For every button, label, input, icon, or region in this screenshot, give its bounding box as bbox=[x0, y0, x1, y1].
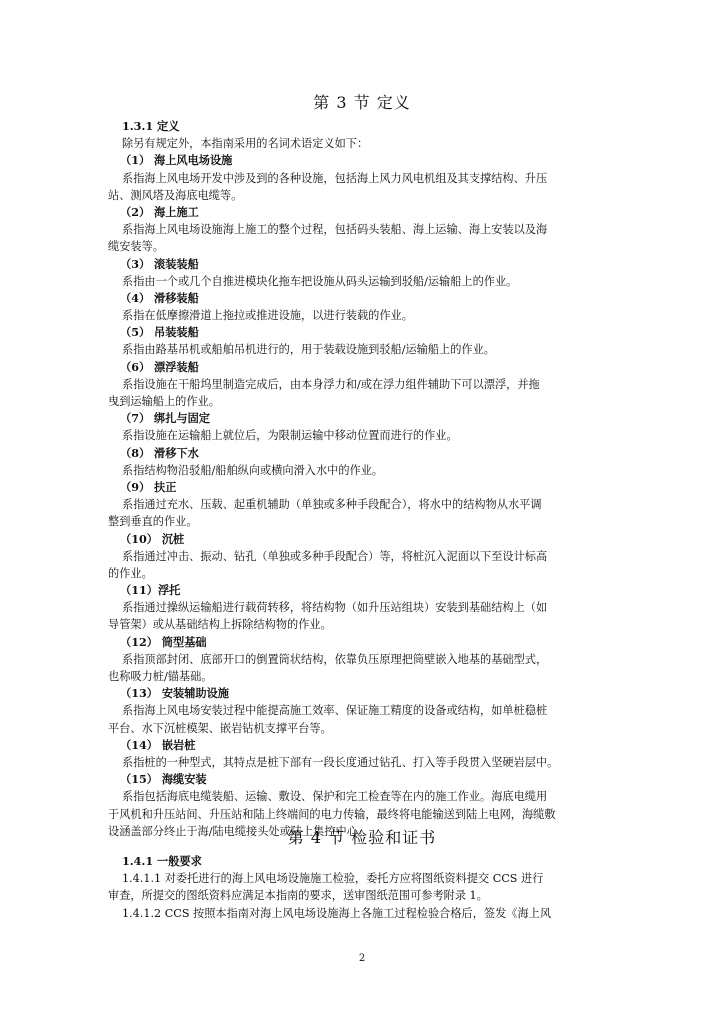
term-heading: （1） 海上风电场设施 bbox=[120, 153, 233, 168]
term-definition-line: 系指海上风电场设施海上施工的整个过程，包括码头装船、海上运输、海上安装以及海 bbox=[122, 223, 548, 237]
term-heading: （2） 海上施工 bbox=[120, 204, 199, 219]
term-definition-line: 也称吸力桩/锚基础。 bbox=[108, 670, 213, 683]
clause-text-line: 审查，所提交的图纸资料应满足本指南的要求，送审图纸范围可参考附录 1。 bbox=[108, 889, 488, 903]
term-definition-line: 平台、水下沉桩模架、嵌岩钻机支撑平台等。 bbox=[108, 721, 332, 735]
term-definition-line: 设涵盖部分终止于海/陆电缆接头处或陆上集控中心。 bbox=[108, 824, 370, 838]
term-heading: （4） 滑移装船 bbox=[120, 290, 199, 305]
term-heading: （6） 漂浮装船 bbox=[120, 359, 199, 374]
clause-1-4-1-heading: 1.4.1 一般要求 bbox=[122, 854, 202, 868]
section-3-content bbox=[108, 118, 616, 840]
term-definition-line: 系指顶部封闭、底部开口的倒置筒状结构，依靠负压原理把筒壁嵌入地基的基础型式， bbox=[122, 652, 548, 666]
term-heading: （5） 吊装装船 bbox=[120, 325, 199, 340]
term-heading: （11）浮托 bbox=[120, 583, 181, 598]
intro-paragraph: 除另有规定外，本指南采用的名词术语定义如下： bbox=[122, 137, 369, 151]
section-4-title: 第 4 节 检验和证书 bbox=[287, 828, 437, 847]
term-definition-line: 系指由一个或几个自推进模块化拖车把设施从码头运输到驳船/运输船上的作业。 bbox=[122, 274, 518, 288]
term-definition-line: 系指桩的一种型式，其特点是桩下部有一段长度通过钻孔、打入等手段贯入坚硬岩层中。 bbox=[122, 755, 559, 769]
term-heading: （15） 海缆安装 bbox=[120, 772, 207, 787]
term-definition-line: 系指海上风电场开发中涉及到的各种设施，包括海上风力风电机组及其支撑结构、升压 bbox=[122, 171, 548, 185]
term-definition-line: 系指通过冲击、振动、钻孔（单独或多种手段配合）等，将桩沉入泥面以下至设计标高 bbox=[122, 549, 548, 563]
term-definition-line: 站、测风塔及海底电缆等。 bbox=[108, 188, 243, 202]
term-heading: （8） 滑移下水 bbox=[120, 445, 199, 460]
page-number: 2 bbox=[358, 953, 366, 964]
section-3-title: 第 3 节 定义 bbox=[313, 93, 411, 112]
term-definition-line: 曳到运输船上的作业。 bbox=[108, 395, 220, 408]
term-definition-line: 系指包括海底电缆装船、运输、敷设、保护和完工检查等在内的施工作业。海底电缆用 bbox=[122, 790, 548, 804]
term-heading: （7） 绑扎与固定 bbox=[120, 411, 210, 426]
term-definition-line: 系指设施在干船坞里制造完成后，由本身浮力和/或在浮力组件辅助下可以漂浮，并拖 bbox=[122, 377, 540, 391]
term-heading: （9） 扶正 bbox=[120, 479, 177, 494]
term-definition-line: 的作业。 bbox=[108, 566, 153, 580]
term-definition-line: 系指由路基吊机或船舶吊机进行的，用于装载设施到驳船/运输船上的作业。 bbox=[122, 343, 495, 357]
term-heading: （3） 滚装装船 bbox=[120, 256, 199, 271]
term-definition-line: 缆安装等。 bbox=[108, 240, 164, 254]
term-definition-line: 系指通过操纵运输船进行载荷转移，将结构物（如升压站组块）安装到基础结构上（如 bbox=[122, 601, 548, 615]
term-definition-line: 系指海上风电场安装过程中能提高施工效率、保证施工精度的设备或结构，如单桩稳桩 bbox=[122, 704, 548, 718]
term-definition-line: 系指设施在运输船上就位后，为限制运输中移动位置而进行的作业。 bbox=[122, 429, 458, 443]
term-heading: （13） 安装辅助设施 bbox=[120, 686, 229, 701]
term-definition-line: 导管架）或从基础结构上拆除结构物的作业。 bbox=[108, 618, 332, 632]
term-definition-line: 于风机和升压站间、升压站和陆上终端间的电力传输，最终将电能输送到陆上电网，海缆敷 bbox=[108, 807, 556, 821]
section-4-content bbox=[108, 853, 616, 922]
clause-1-3-1-heading: 1.3.1 定义 bbox=[122, 119, 180, 133]
clause-text-line: 1.4.1.2 CCS 按照本指南对海上风电场设施海上各施工过程检验合格后，签发《海上风 bbox=[122, 906, 552, 920]
term-heading: （10） 沉桩 bbox=[120, 531, 185, 546]
clause-text-line: 1.4.1.1 对委托进行的海上风电场设施施工检验，委托方应将图纸资料提交 CCS 进行 bbox=[122, 872, 544, 886]
term-definition-line: 整到垂直的作业。 bbox=[108, 515, 198, 529]
term-definition-line: 系指通过充水、压载、起重机辅助（单独或多种手段配合），将水中的结构物从水平调 bbox=[122, 498, 542, 512]
term-heading: （12） 筒型基础 bbox=[120, 634, 207, 649]
term-heading: （14） 嵌岩桩 bbox=[120, 737, 196, 752]
term-definition-line: 系指结构物沿驳船/船舶纵向或横向滑入水中的作业。 bbox=[122, 463, 384, 477]
term-definition-line: 系指在低摩擦滑道上拖拉或推进设施，以进行装载的作业。 bbox=[122, 309, 413, 323]
